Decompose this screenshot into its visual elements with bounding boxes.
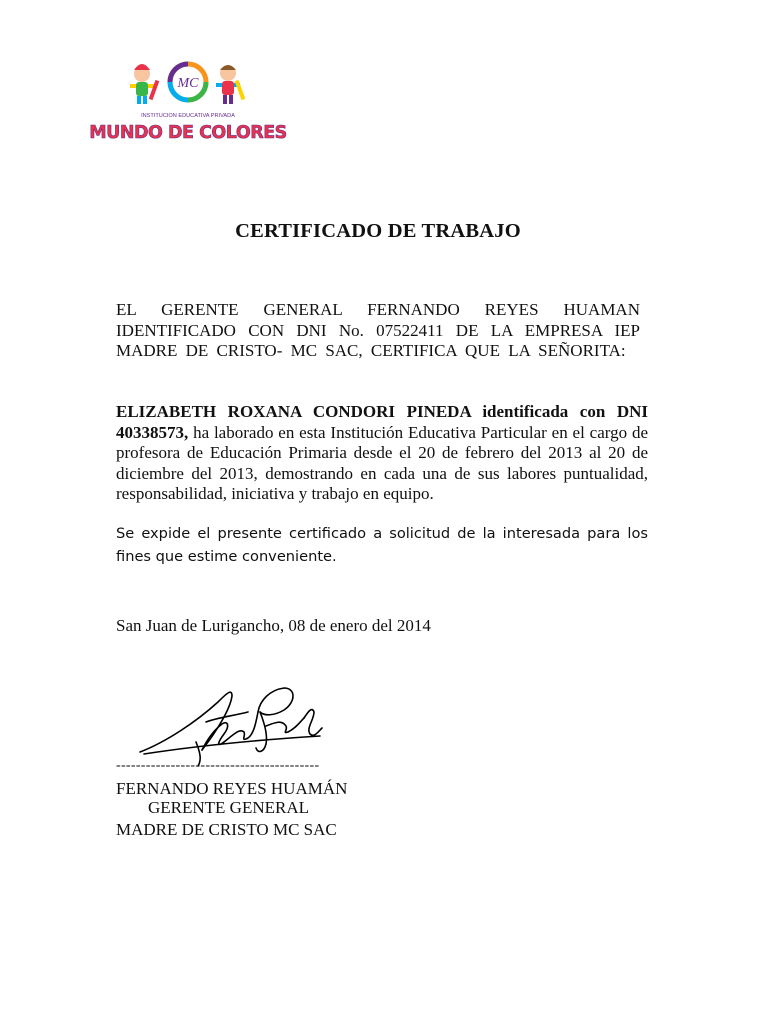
signature-line: ----------------------------------------- [116,758,320,773]
employee-details: ha laborado en esta Institución Educativa Particular en el cargo de profesora de Educación Primaria desde el 20 de febrero del 2013 al 20 de diciembre del 2013, demostrando en cada una de sus labores puntualidad, responsabilidad, iniciativa y trabajo en equipo. [116,422,648,504]
handwritten-signature [136,682,326,768]
document-title: CERTIFICADO DE TRABAJO [235,220,521,242]
child-figure-left-icon [130,64,159,104]
signer-name: FERNANDO REYES HUAMÁN [116,779,348,798]
signer-role: GERENTE GENERAL [148,798,310,817]
signer-company: MADRE DE CRISTO MC SAC [116,820,337,839]
mc-ring-icon [170,64,206,100]
child-figure-right-icon [216,65,245,104]
school-logo [89,58,287,148]
employee-name-bold: ELIZABETH ROXANA CONDORI PINEDA identificada con DNI 40338573, [116,402,648,442]
closing-paragraph: Se expide el presente certificado a solicitud de la interesada para los fines que estime conveniente. [116,525,648,565]
logo-brand: MUNDO DE COLORES [89,123,287,143]
logo-monogram: MC [177,76,199,91]
date-line: San Juan de Lurigancho, 08 de enero del 2014 [116,616,431,635]
employee-paragraph [116,402,648,505]
intro-paragraph: EL GERENTE GENERAL FERNANDO REYES HUAMAN IDENTIFICADO CON DNI No. 07522411 DE LA EMPRESA IEP MADRE DE CRISTO- MC SAC, CERTIFICA QUE LA SEÑORITA: [116,300,640,361]
logo-subtitle: INSTITUCION EDUCATIVA PRIVADA [141,113,235,119]
